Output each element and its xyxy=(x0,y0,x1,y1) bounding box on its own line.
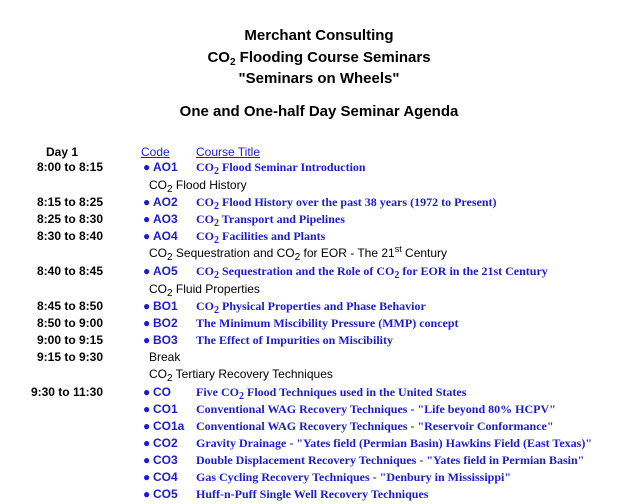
bullet-icon: ● xyxy=(143,264,151,278)
section-heading-sub: 2 xyxy=(167,184,173,195)
time-slot: 9:15 to 9:30 xyxy=(36,350,103,364)
section-row xyxy=(0,246,638,263)
course-title-pre: CO xyxy=(196,264,214,278)
agenda-row xyxy=(0,453,638,470)
course-title-post: Conventional WAG Recovery Techniques - "Life beyond 80% HCPV" xyxy=(196,402,556,416)
time-slot: 9:00 to 9:15 xyxy=(36,333,103,347)
bullet-icon: ● xyxy=(143,470,151,484)
course-code-text: AO5 xyxy=(153,264,178,278)
agenda-row xyxy=(0,195,638,212)
section-heading xyxy=(149,244,448,263)
agenda-row xyxy=(0,264,638,281)
course-title-post: Flood Techniques used in the United States xyxy=(244,385,467,399)
course-code[interactable] xyxy=(143,264,178,278)
course-title-post: The Minimum Miscibility Pressure (MMP) concept xyxy=(196,316,459,330)
course-code-text: AO1 xyxy=(153,160,178,174)
course-code[interactable] xyxy=(143,316,178,330)
agenda-row xyxy=(0,212,638,229)
course-code[interactable] xyxy=(143,229,178,243)
course-title-link[interactable] xyxy=(196,453,584,468)
course-title-sub: 2 xyxy=(214,166,219,177)
course-title-pre: CO xyxy=(196,195,214,209)
section-row xyxy=(0,282,638,299)
tagline: "Seminars on Wheels" xyxy=(238,70,400,87)
section-heading-sup: st xyxy=(394,244,402,254)
time-slot: 9:30 to 11:30 xyxy=(30,385,103,399)
bullet-icon: ● xyxy=(143,229,151,243)
section-heading xyxy=(149,178,247,195)
course-code[interactable] xyxy=(143,299,178,313)
break-label: Break xyxy=(149,350,181,364)
bullet-icon: ● xyxy=(143,316,151,330)
course-title-link[interactable] xyxy=(196,385,466,400)
course-title-post: Flooding Course Seminars xyxy=(235,49,431,66)
bullet-icon: ● xyxy=(143,385,151,399)
section-heading-sub2: 2 xyxy=(294,252,301,263)
course-title xyxy=(0,49,638,66)
course-title-post: The Effect of Impurities on Miscibility xyxy=(196,333,393,347)
time-slot: 8:25 to 8:30 xyxy=(36,212,103,226)
section-heading-post: Sequestration and CO xyxy=(172,246,295,260)
course-title-pre: CO xyxy=(196,212,214,226)
section-heading xyxy=(149,367,333,384)
course-title-post: Transport and Pipelines xyxy=(219,212,345,226)
course-code[interactable] xyxy=(143,385,171,399)
course-title-post: Flood History over the past 38 years (1972 to Present) xyxy=(219,195,497,209)
course-code-text: CO3 xyxy=(153,453,178,467)
bullet-icon: ● xyxy=(143,453,151,467)
agenda-row xyxy=(0,419,638,436)
time-slot: 8:50 to 9:00 xyxy=(36,316,103,330)
course-title-sub: 2 xyxy=(239,391,244,402)
course-title-post2: for EOR in the 21st Century xyxy=(399,264,548,278)
course-title-sub: 2 xyxy=(214,218,219,229)
course-title-link[interactable] xyxy=(196,212,345,227)
bullet-icon: ● xyxy=(143,419,151,433)
course-title-pre: CO xyxy=(196,229,214,243)
course-title-link[interactable] xyxy=(196,419,554,434)
bullet-icon: ● xyxy=(143,333,151,347)
bullet-icon: ● xyxy=(143,299,151,313)
course-code-text: CO2 xyxy=(153,436,178,450)
course-title-pre: CO xyxy=(207,49,230,66)
bullet-icon: ● xyxy=(143,160,151,174)
course-title-post: Gas Cycling Recovery Techniques - "Denbury in Mississippi" xyxy=(196,470,512,484)
course-title-post: Gravity Drainage - "Yates field (Permian Basin) Hawkins Field (East Texas)" xyxy=(196,436,592,450)
course-code[interactable] xyxy=(143,453,178,467)
section-heading-post: Tertiary Recovery Techniques xyxy=(172,367,333,381)
course-title-sub: 2 xyxy=(229,57,236,68)
section-row xyxy=(0,367,638,384)
bullet-icon: ● xyxy=(143,487,151,501)
section-heading-sub: 2 xyxy=(167,252,173,263)
bullet-icon: ● xyxy=(143,195,151,209)
course-code-text: CO xyxy=(153,385,171,399)
time-slot: 8:00 to 8:15 xyxy=(36,160,103,174)
time-slot: 8:30 to 8:40 xyxy=(36,229,103,243)
section-heading-pre: CO xyxy=(149,367,167,381)
course-code[interactable] xyxy=(143,419,184,433)
course-title-link[interactable] xyxy=(196,160,366,175)
course-code[interactable] xyxy=(143,160,178,174)
section-heading xyxy=(149,282,260,299)
course-code-text: CO1a xyxy=(153,419,185,433)
course-title-post: Double Displacement Recovery Techniques - "Yates field in Permian Basin" xyxy=(196,453,585,467)
course-title-sub: 2 xyxy=(214,235,219,246)
course-code[interactable] xyxy=(143,195,178,209)
course-code-text: AO4 xyxy=(153,229,178,243)
code-column-header: Code xyxy=(141,145,170,159)
agenda-row xyxy=(0,333,638,350)
agenda-row xyxy=(0,385,638,402)
course-code[interactable] xyxy=(143,212,178,226)
course-code-text: AO3 xyxy=(153,212,178,226)
day-label: Day 1 xyxy=(46,145,79,159)
course-title-post: Facilities and Plants xyxy=(219,229,326,243)
agenda-row xyxy=(0,350,638,367)
section-heading-post2: for EOR - The 21 xyxy=(300,246,395,260)
course-title-link[interactable] xyxy=(196,264,548,279)
agenda-row xyxy=(0,487,638,504)
course-title-link[interactable] xyxy=(196,470,511,485)
bullet-icon: ● xyxy=(143,436,151,450)
agenda-row xyxy=(0,299,638,316)
bullet-icon: ● xyxy=(143,212,151,226)
course-title-link[interactable] xyxy=(196,487,428,502)
section-row xyxy=(0,178,638,195)
section-heading-post: Flood History xyxy=(172,178,247,192)
time-slot: 8:40 to 8:45 xyxy=(36,264,103,278)
course-title-link[interactable] xyxy=(196,333,393,348)
section-heading-pre: CO xyxy=(149,246,167,260)
course-title-pre: Five CO xyxy=(196,385,239,399)
course-title-post: Physical Properties and Phase Behavior xyxy=(219,299,426,313)
course-title-link[interactable] xyxy=(196,402,556,417)
course-code[interactable] xyxy=(143,487,178,501)
course-title-post: Flood Seminar Introduction xyxy=(219,160,366,174)
agenda-row xyxy=(0,436,638,453)
course-title-column-header: Course Title xyxy=(196,145,261,159)
course-code[interactable] xyxy=(143,470,178,484)
course-title-link[interactable] xyxy=(196,229,325,244)
course-title-sub: 2 xyxy=(214,270,219,281)
section-heading-sub: 2 xyxy=(167,373,173,384)
course-title-link[interactable] xyxy=(196,195,497,210)
course-title-post: Conventional WAG Recovery Techniques - "Reservoir Conformance" xyxy=(196,419,554,433)
course-code-text: CO1 xyxy=(153,402,178,416)
course-title-post: Huff-n-Puff Single Well Recovery Techniques xyxy=(196,487,429,501)
course-title-link[interactable] xyxy=(196,436,592,451)
course-code-text: AO2 xyxy=(153,195,178,209)
agenda-row xyxy=(0,402,638,419)
course-code-text: CO5 xyxy=(153,487,178,501)
section-heading-sub: 2 xyxy=(167,288,173,299)
agenda-row xyxy=(0,160,638,177)
course-title-sub2: 2 xyxy=(394,270,400,281)
course-code-text: BO2 xyxy=(153,316,178,330)
section-heading-pre: CO xyxy=(149,178,167,192)
agenda-title: One and One-half Day Seminar Agenda xyxy=(179,103,459,120)
agenda-row xyxy=(0,470,638,487)
bullet-icon: ● xyxy=(143,402,151,416)
course-title-link[interactable] xyxy=(196,299,426,314)
course-title-pre: CO xyxy=(196,299,214,313)
section-heading-post3: Century xyxy=(401,246,448,260)
course-title-link[interactable] xyxy=(196,316,459,331)
course-title-sub: 2 xyxy=(214,305,219,316)
course-title-pre: CO xyxy=(196,160,214,174)
course-code-text: CO4 xyxy=(153,470,178,484)
course-title-sub: 2 xyxy=(214,201,219,212)
course-code-text: BO3 xyxy=(153,333,178,347)
section-heading-pre: CO xyxy=(149,282,167,296)
course-code[interactable] xyxy=(143,402,178,416)
time-slot: 8:15 to 8:25 xyxy=(36,195,103,209)
time-slot: 8:45 to 8:50 xyxy=(36,299,103,313)
agenda-row xyxy=(0,229,638,246)
agenda-row xyxy=(0,316,638,333)
course-code[interactable] xyxy=(143,436,178,450)
course-code-text: BO1 xyxy=(153,299,178,313)
course-code[interactable] xyxy=(143,333,178,347)
section-heading-post: Fluid Properties xyxy=(172,282,260,296)
course-title-post: Sequestration and the Role of CO xyxy=(219,264,395,278)
company-name: Merchant Consulting xyxy=(244,27,394,44)
